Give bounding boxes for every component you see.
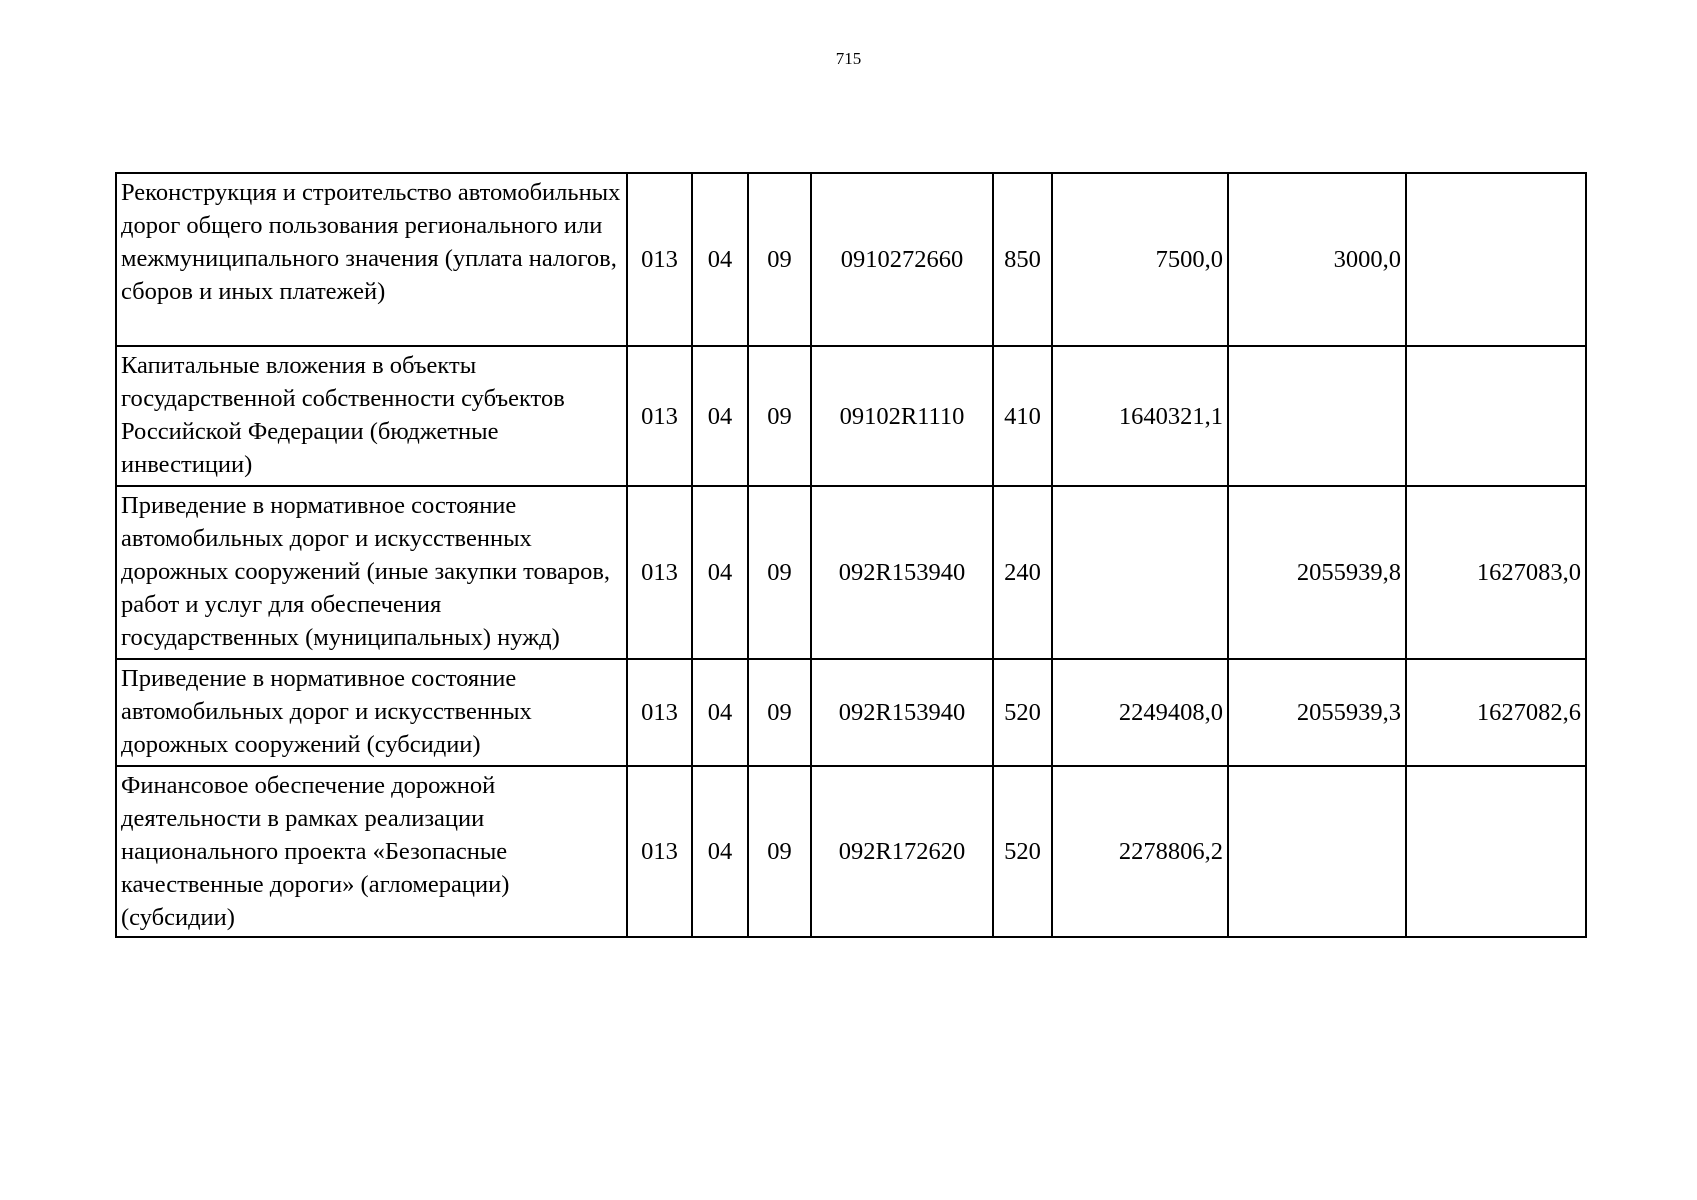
table-row: [116, 173, 1586, 346]
ministry-code-cell: 013: [627, 486, 692, 659]
expense-type-cell: 520: [993, 659, 1052, 766]
ministry-code-cell: 013: [627, 346, 692, 486]
subsection-code-cell: 09: [748, 346, 811, 486]
target-article-cell: 092R172620: [811, 766, 993, 937]
sum-1-cell: 2278806,2: [1052, 766, 1228, 937]
sum-1-cell: 1640321,1: [1052, 346, 1228, 486]
target-article-cell: 0910272660: [811, 173, 993, 346]
sum-3-cell: [1406, 346, 1586, 486]
ministry-code-cell: 013: [627, 659, 692, 766]
section-code-cell: 04: [692, 766, 748, 937]
section-code-cell: 04: [692, 173, 748, 346]
sum-2-cell: [1228, 766, 1406, 937]
table-row: [116, 766, 1586, 937]
sum-1-cell: 7500,0: [1052, 173, 1228, 346]
expense-type-cell: 240: [993, 486, 1052, 659]
ministry-code-cell: 013: [627, 766, 692, 937]
sum-3-cell: 1627083,0: [1406, 486, 1586, 659]
target-article-cell: 092R153940: [811, 659, 993, 766]
sum-2-cell: [1228, 346, 1406, 486]
expense-name-cell: Реконструкция и строительство автомобильных дорог общего пользования регионального или межмуниципального значения (уплата налогов, сборов и иных платежей): [116, 173, 627, 346]
sum-1-cell: 2249408,0: [1052, 659, 1228, 766]
sum-2-cell: 3000,0: [1228, 173, 1406, 346]
sum-2-cell: 2055939,8: [1228, 486, 1406, 659]
table-row: [116, 346, 1586, 486]
subsection-code-cell: 09: [748, 659, 811, 766]
sum-3-cell: [1406, 766, 1586, 937]
expense-name-cell: Капитальные вложения в объекты государственной собственности субъектов Российской Федерации (бюджетные инвестиции): [116, 346, 627, 486]
expense-name-cell: Приведение в нормативное состояние автомобильных дорог и искусственных дорожных сооружений (иные закупки товаров, работ и услуг для обеспечения государственных (муниципальных) нужд): [116, 486, 627, 659]
section-code-cell: 04: [692, 346, 748, 486]
table-row: [116, 659, 1586, 766]
sum-3-cell: 1627082,6: [1406, 659, 1586, 766]
sum-3-cell: [1406, 173, 1586, 346]
target-article-cell: 09102R1110: [811, 346, 993, 486]
expense-type-cell: 850: [993, 173, 1052, 346]
target-article-cell: 092R153940: [811, 486, 993, 659]
section-code-cell: 04: [692, 486, 748, 659]
subsection-code-cell: 09: [748, 173, 811, 346]
sum-2-cell: 2055939,3: [1228, 659, 1406, 766]
sum-1-cell: [1052, 486, 1228, 659]
table-row: [116, 486, 1586, 659]
expense-name-cell: Приведение в нормативное состояние автомобильных дорог и искусственных дорожных сооружений (субсидии): [116, 659, 627, 766]
section-code-cell: 04: [692, 659, 748, 766]
budget-table: [115, 172, 1587, 938]
subsection-code-cell: 09: [748, 766, 811, 937]
subsection-code-cell: 09: [748, 486, 811, 659]
expense-type-cell: 410: [993, 346, 1052, 486]
ministry-code-cell: 013: [627, 173, 692, 346]
expense-name-cell: Финансовое обеспечение дорожной деятельности в рамках реализации национального проекта «Безопасные качественные дороги» (агломерации) (субсидии): [116, 766, 627, 937]
page-number: 715: [835, 49, 862, 68]
expense-type-cell: 520: [993, 766, 1052, 937]
